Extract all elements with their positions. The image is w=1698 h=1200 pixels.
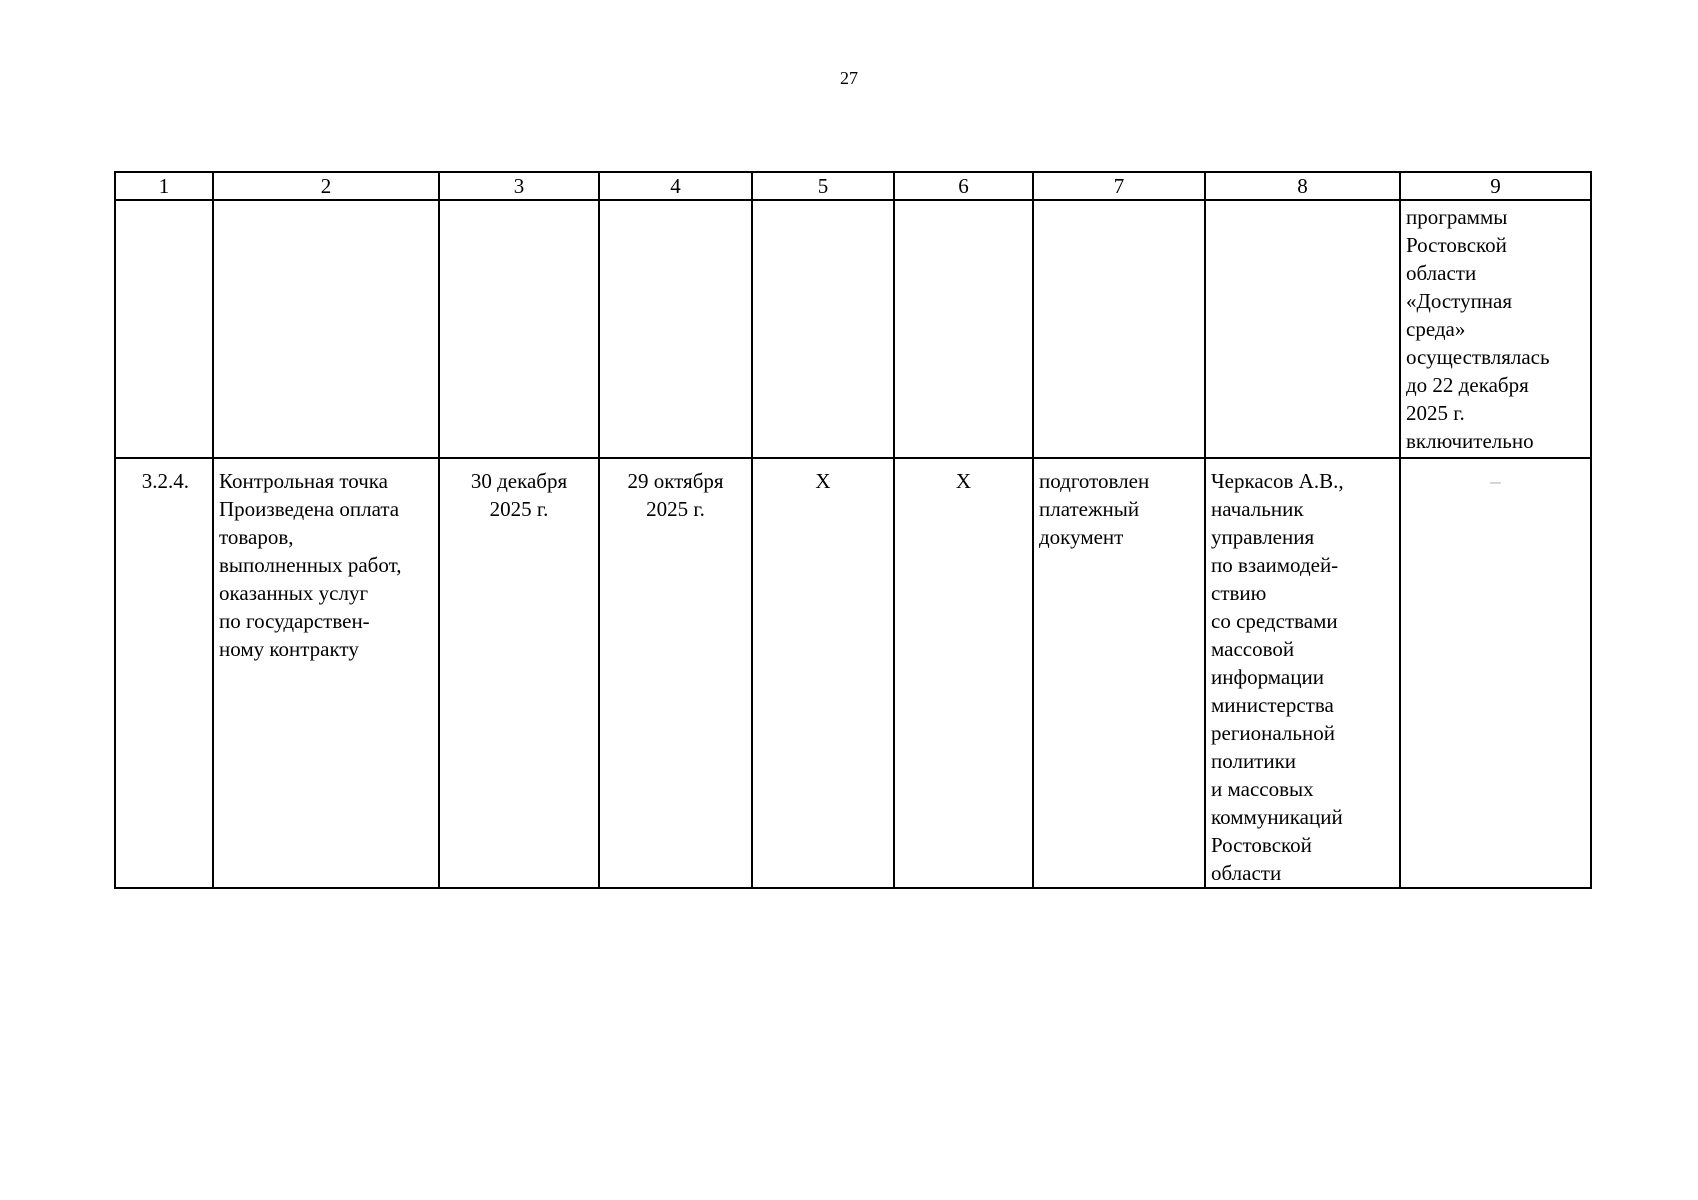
- header-col-9: 9: [1400, 172, 1591, 200]
- text-line: политики: [1211, 749, 1297, 773]
- text-line: Ростовской: [1211, 833, 1312, 857]
- text-line: «Доступная: [1406, 289, 1513, 313]
- cont-cell-6: [894, 200, 1033, 458]
- text-line: 30 декабря: [470, 469, 568, 493]
- text-line: Произведена оплата: [219, 497, 400, 521]
- text-line: информации: [1211, 665, 1324, 689]
- cont-cell-1: [115, 200, 213, 458]
- table-row-continuation: [115, 200, 1591, 458]
- text-line: ствию: [1211, 581, 1267, 605]
- cont-cell-3: [439, 200, 599, 458]
- text-line: подготовлен: [1039, 469, 1150, 493]
- text-line: и массовых: [1211, 777, 1314, 801]
- text-line: региональной: [1211, 721, 1335, 745]
- text-line: по государствен-: [219, 609, 370, 633]
- page-number: 27: [840, 68, 858, 88]
- text-line: 2025 г.: [489, 497, 549, 521]
- text-line: ному контракту: [219, 637, 359, 661]
- header-col-8: 8: [1205, 172, 1400, 200]
- header-row: [115, 172, 1591, 200]
- text-line: до 22 декабря: [1406, 373, 1529, 397]
- text-line: области: [1211, 861, 1282, 885]
- text-line: начальник: [1211, 497, 1304, 521]
- text-line: массовой: [1211, 637, 1295, 661]
- text-line: со средствами: [1211, 609, 1338, 633]
- text-line: Контрольная точка: [219, 469, 389, 493]
- text-line: 2025 г.: [1406, 401, 1465, 425]
- header-col-2: 2: [213, 172, 439, 200]
- text-line: 29 октября: [627, 469, 724, 493]
- result-document: [1033, 458, 1205, 888]
- plan-date: [439, 458, 599, 888]
- fact-date: [599, 458, 752, 888]
- text-line: оказанных услуг: [219, 581, 369, 605]
- plan-table: [114, 171, 1592, 889]
- text-line: Черкасов А.В.,: [1211, 469, 1344, 493]
- cont-cell-2: [213, 200, 439, 458]
- text-line: включительно: [1406, 429, 1534, 453]
- continued-note-text: [1406, 201, 1585, 455]
- text-line: по взаимодей-: [1211, 553, 1339, 577]
- col-6-mark: X: [894, 458, 1033, 888]
- cont-cell-8: [1205, 200, 1400, 458]
- text-line: управления: [1211, 525, 1315, 549]
- cont-cell-7: [1033, 200, 1205, 458]
- text-line: осуществлялась: [1406, 345, 1550, 369]
- responsible-person: [1205, 458, 1400, 888]
- row-number: 3.2.4.: [115, 458, 213, 888]
- text-line: документ: [1039, 525, 1124, 549]
- text-line: министерства: [1211, 693, 1334, 717]
- text-line: 2025 г.: [646, 497, 705, 521]
- row-title: [213, 458, 439, 888]
- text-line: товаров,: [219, 525, 294, 549]
- header-col-6: 6: [894, 172, 1033, 200]
- text-line: выполненных работ,: [219, 553, 402, 577]
- text-line: программы: [1406, 205, 1508, 229]
- header-col-7: 7: [1033, 172, 1205, 200]
- note-cell: [1400, 458, 1591, 888]
- text-line: среда»: [1406, 317, 1466, 341]
- table-row: [115, 458, 1591, 888]
- header-col-1: 1: [115, 172, 213, 200]
- cont-cell-4: [599, 200, 752, 458]
- text-line: платежный: [1039, 497, 1140, 521]
- text-line: коммуникаций: [1211, 805, 1343, 829]
- note-dash: –: [1490, 469, 1501, 493]
- header-col-5: 5: [752, 172, 894, 200]
- text-line: Ростовской: [1406, 233, 1507, 257]
- col-5-mark: X: [752, 458, 894, 888]
- cont-cell-5: [752, 200, 894, 458]
- header-col-4: 4: [599, 172, 752, 200]
- cont-cell-9-note: [1400, 200, 1591, 458]
- header-col-3: 3: [439, 172, 599, 200]
- text-line: области: [1406, 261, 1477, 285]
